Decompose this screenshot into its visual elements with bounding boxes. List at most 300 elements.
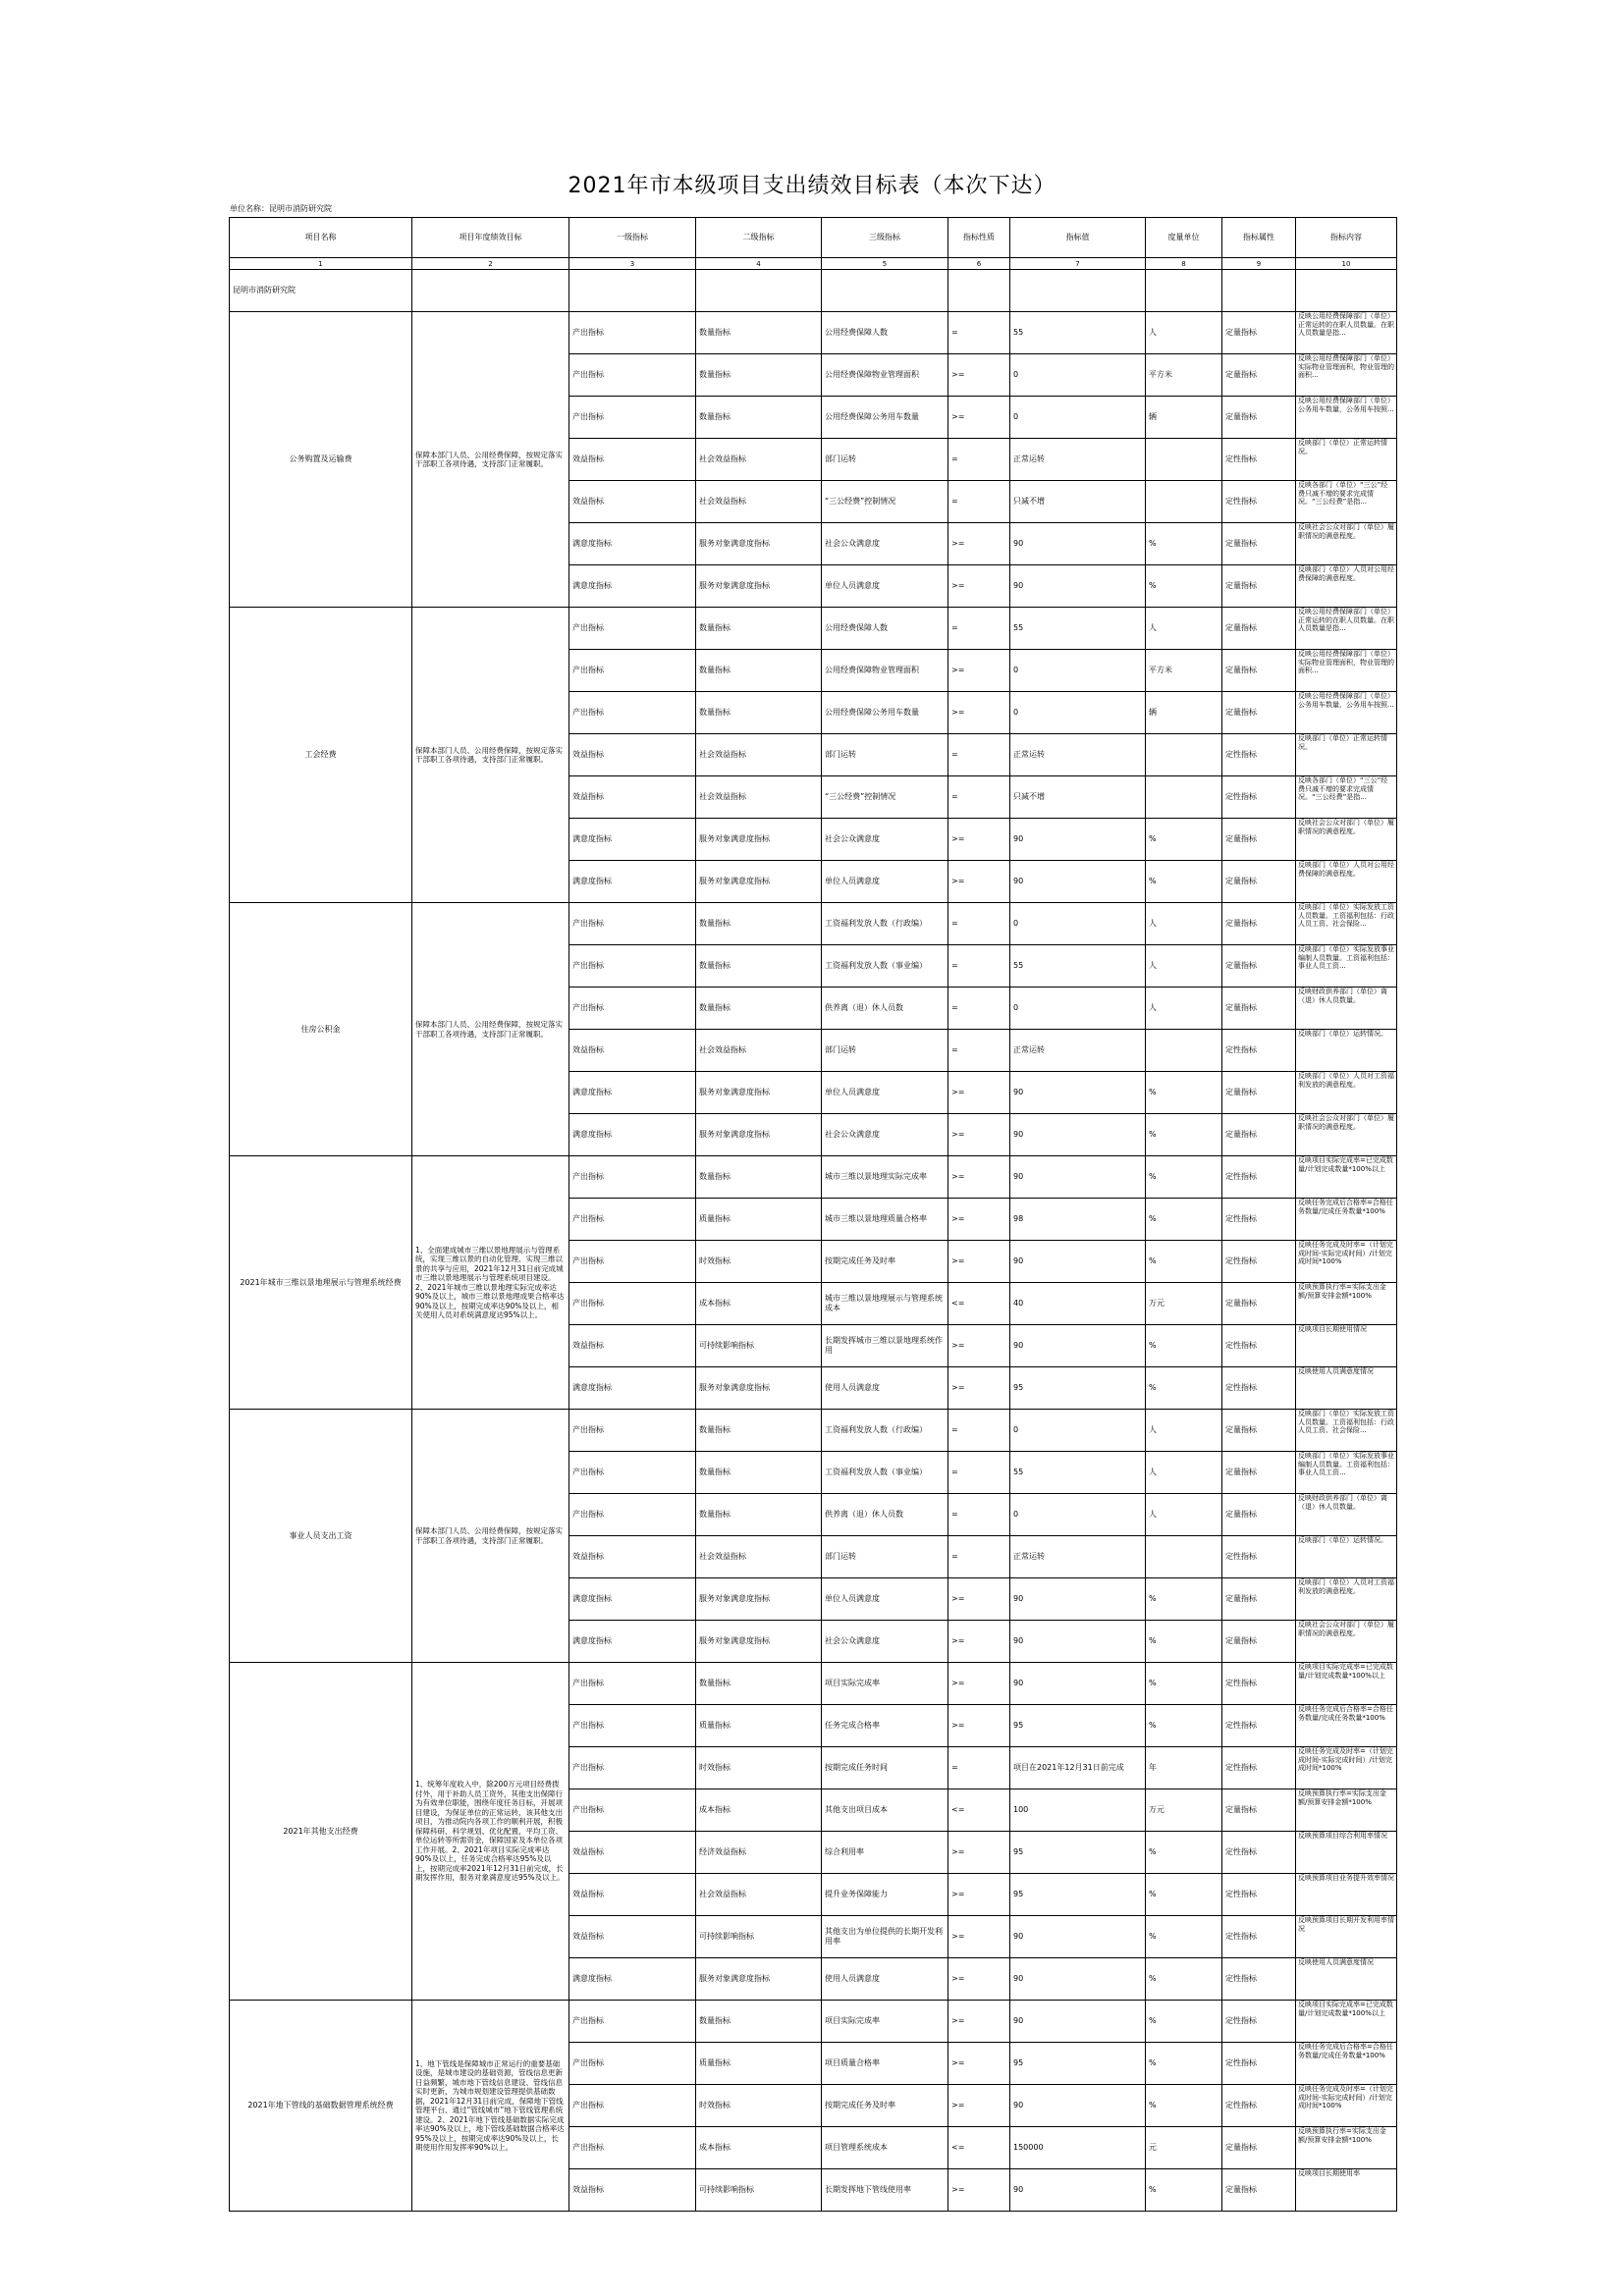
indicator-level1: 效益指标: [569, 2169, 696, 2212]
column-header: 三级指标: [822, 218, 948, 258]
indicator-nature: >=: [948, 2085, 1010, 2127]
indicator-level1: 满意度指标: [569, 819, 696, 861]
indicator-level2: 可持续影响指标: [696, 1325, 822, 1367]
indicator-unit: 元: [1146, 2127, 1222, 2169]
indicator-level3: 城市三维以景地理实际完成率: [822, 1156, 948, 1199]
indicator-level3: 城市三维以景地理质量合格率: [822, 1199, 948, 1241]
indicator-level2: 数量指标: [696, 1156, 822, 1199]
indicator-content: 反映部门（单位）人员对公用经费保障的满意程度。: [1298, 861, 1394, 878]
indicator-unit: 人: [1146, 1410, 1222, 1452]
indicator-nature: >=: [948, 1832, 1010, 1874]
indicator-level2: 数量指标: [696, 1663, 822, 1705]
table-row: [230, 1410, 1397, 1452]
indicator-content-cell: [1296, 1874, 1397, 1916]
indicator-level2: 可持续影响指标: [696, 2169, 822, 2212]
indicator-level3: 供养离（退）休人员数: [822, 1494, 948, 1536]
indicator-unit: 人: [1146, 1494, 1222, 1536]
indicator-level1: 产出指标: [569, 312, 696, 354]
column-header: 项目年度绩效目标: [412, 218, 569, 258]
indicator-attribute: 定量指标: [1222, 1410, 1296, 1452]
indicator-nature: >=: [948, 2001, 1010, 2043]
indicator-content: 反映项目长期使用情况: [1298, 1325, 1367, 1333]
indicator-value: 0: [1010, 1410, 1146, 1452]
indicator-unit: [1146, 734, 1222, 776]
indicator-level3: 项目实际完成率: [822, 1663, 948, 1705]
indicator-content: 反映公用经费保障部门（单位）公务用车数量，公务用车按照...: [1298, 692, 1394, 709]
indicator-value: 0: [1010, 397, 1146, 439]
indicator-level1: 产出指标: [569, 1283, 696, 1325]
indicator-content: 反映任务完成后合格率=合格任务数量/完成任务数量*100%: [1298, 2043, 1393, 2059]
indicator-content: 反映部门（单位）人员对工资福利发放的满意程度。: [1298, 1072, 1394, 1089]
indicator-content: 反映部门（单位）正常运转情况。: [1298, 734, 1387, 751]
indicator-nature: =: [948, 988, 1010, 1030]
indicator-level3: 单位人员满意度: [822, 861, 948, 903]
indicator-value: 0: [1010, 903, 1146, 945]
indicator-content: 反映部门（单位）运转情况。: [1298, 1536, 1387, 1544]
indicator-nature: >=: [948, 2169, 1010, 2212]
indicator-nature: <=: [948, 2127, 1010, 2169]
indicator-content-cell: [1296, 354, 1397, 397]
indicator-content: 反映各部门（单位）“三公”经费只减不增的要求完成情况。“三公经费”是指...: [1298, 481, 1388, 506]
indicator-value: 90: [1010, 861, 1146, 903]
indicator-value: 90: [1010, 1663, 1146, 1705]
indicator-level3: 工资福利发放人数（行政编）: [822, 903, 948, 945]
indicator-nature: =: [948, 1030, 1010, 1072]
indicator-attribute: 定量指标: [1222, 608, 1296, 650]
indicator-value: 90: [1010, 2169, 1146, 2212]
indicator-level1: 产出指标: [569, 1452, 696, 1494]
indicator-level3: 城市三维以景地理展示与管理系统成本: [822, 1283, 948, 1325]
indicator-content: 反映项目实际完成率=已完成数量/计划完成数量*100%以上: [1298, 1663, 1393, 1680]
indicator-level2: 成本指标: [696, 1789, 822, 1832]
indicator-level1: 效益指标: [569, 481, 696, 523]
column-number: 6: [948, 258, 1010, 270]
indicator-content-cell: [1296, 1832, 1397, 1874]
indicator-content-cell: [1296, 1410, 1397, 1452]
indicator-attribute: 定量指标: [1222, 565, 1296, 608]
indicator-nature: >=: [948, 1367, 1010, 1410]
indicator-unit: %: [1146, 2085, 1222, 2127]
indicator-content-cell: [1296, 819, 1397, 861]
indicator-level3: 单位人员满意度: [822, 1072, 948, 1114]
indicator-level3: 长期发挥城市三维以景地理系统作用: [822, 1325, 948, 1367]
indicator-unit: %: [1146, 1114, 1222, 1156]
indicator-value: 90: [1010, 1241, 1146, 1283]
indicator-content: 反映预算执行率=实际支出金额/预算安排金额*100%: [1298, 2127, 1386, 2144]
indicator-content: 反映部门（单位）实际发放事业编制人员数量。工资福利包括：事业人员工资...: [1298, 945, 1394, 970]
indicator-attribute: 定量指标: [1222, 2169, 1296, 2212]
indicator-content: 反映财政供养部门（单位）离（退）休人员数量。: [1298, 1494, 1387, 1511]
indicator-value: 正常运转: [1010, 734, 1146, 776]
indicator-level1: 效益指标: [569, 1916, 696, 1958]
column-number: 3: [569, 258, 696, 270]
column-number: 4: [696, 258, 822, 270]
indicator-nature: >=: [948, 1114, 1010, 1156]
indicator-level3: 社会公众满意度: [822, 819, 948, 861]
indicator-level3: 任务完成合格率: [822, 1705, 948, 1747]
indicator-level3: 使用人员满意度: [822, 1958, 948, 2001]
project-goal: 保障本部门人员、公用经费保障，按规定落实干部职工各项待遇，支持部门正常履职。: [412, 608, 569, 903]
indicator-nature: >=: [948, 1156, 1010, 1199]
column-number: 8: [1146, 258, 1222, 270]
indicator-attribute: 定量指标: [1222, 354, 1296, 397]
indicator-content: 反映各部门（单位）“三公”经费只减不增的要求完成情况。“三公经费”是指...: [1298, 776, 1388, 801]
indicator-content-cell: [1296, 565, 1397, 608]
indicator-nature: =: [948, 481, 1010, 523]
column-header: 度量单位: [1146, 218, 1222, 258]
indicator-unit: 万元: [1146, 1283, 1222, 1325]
indicator-level3: 工资福利发放人数（行政编）: [822, 1410, 948, 1452]
indicator-level3: 项目质量合格率: [822, 2043, 948, 2085]
indicator-attribute: 定量指标: [1222, 1494, 1296, 1536]
indicator-attribute: 定量指标: [1222, 1114, 1296, 1156]
column-header: 指标性质: [948, 218, 1010, 258]
indicator-unit: [1146, 1030, 1222, 1072]
indicator-value: 98: [1010, 1199, 1146, 1241]
indicator-content-cell: [1296, 1663, 1397, 1705]
indicator-level1: 满意度指标: [569, 1072, 696, 1114]
indicator-unit: 万元: [1146, 1789, 1222, 1832]
indicator-nature: >=: [948, 692, 1010, 734]
indicator-value: 150000: [1010, 2127, 1146, 2169]
indicator-attribute: 定量指标: [1222, 861, 1296, 903]
indicator-level3: “三公经费”控制情况: [822, 481, 948, 523]
indicator-level3: “三公经费”控制情况: [822, 776, 948, 819]
indicator-content-cell: [1296, 481, 1397, 523]
indicator-level1: 产出指标: [569, 2001, 696, 2043]
performance-target-table: [229, 217, 1397, 2212]
indicator-value: 0: [1010, 354, 1146, 397]
indicator-attribute: 定性指标: [1222, 1156, 1296, 1199]
indicator-nature: >=: [948, 1874, 1010, 1916]
column-number: 1: [230, 258, 412, 270]
indicator-level3: 综合利用率: [822, 1832, 948, 1874]
indicator-nature: >=: [948, 1072, 1010, 1114]
indicator-level3: 项目管理系统成本: [822, 2127, 948, 2169]
indicator-nature: >=: [948, 565, 1010, 608]
indicator-unit: %: [1146, 1578, 1222, 1621]
indicator-attribute: 定量指标: [1222, 312, 1296, 354]
indicator-unit: %: [1146, 1663, 1222, 1705]
indicator-unit: %: [1146, 1156, 1222, 1199]
project-name: 住房公积金: [230, 903, 412, 1156]
indicator-content: 反映部门（单位）实际发放工资人员数量。工资福利包括：行政人员工资、社会保险...: [1298, 903, 1394, 928]
indicator-attribute: 定量指标: [1222, 397, 1296, 439]
indicator-unit: 人: [1146, 988, 1222, 1030]
table-row: [230, 1156, 1397, 1199]
indicator-value: 90: [1010, 1621, 1146, 1663]
indicator-nature: >=: [948, 1325, 1010, 1367]
indicator-nature: <=: [948, 1283, 1010, 1325]
table-row: [230, 312, 1397, 354]
indicator-nature: <=: [948, 1789, 1010, 1832]
indicator-level1: 效益指标: [569, 1536, 696, 1578]
indicator-unit: [1146, 1536, 1222, 1578]
indicator-level1: 产出指标: [569, 1410, 696, 1452]
indicator-content: 反映使用人员满意度情况: [1298, 1958, 1374, 1966]
indicator-unit: [1146, 481, 1222, 523]
indicator-content: 反映预算项目业务提升效率情况: [1298, 1874, 1394, 1882]
indicator-attribute: 定量指标: [1222, 1789, 1296, 1832]
indicator-nature: =: [948, 608, 1010, 650]
indicator-unit: 人: [1146, 945, 1222, 988]
indicator-content-cell: [1296, 1325, 1397, 1367]
indicator-level1: 产出指标: [569, 354, 696, 397]
indicator-attribute: 定量指标: [1222, 1072, 1296, 1114]
indicator-level2: 数量指标: [696, 945, 822, 988]
indicator-level3: 工资福利发放人数（事业编）: [822, 945, 948, 988]
indicator-nature: >=: [948, 2043, 1010, 2085]
indicator-value: 90: [1010, 1578, 1146, 1621]
indicator-attribute: 定性指标: [1222, 2001, 1296, 2043]
indicator-level2: 数量指标: [696, 608, 822, 650]
indicator-value: 只减不增: [1010, 776, 1146, 819]
indicator-level2: 服务对象满意度指标: [696, 861, 822, 903]
indicator-unit: [1146, 776, 1222, 819]
indicator-attribute: 定量指标: [1222, 1452, 1296, 1494]
indicator-content: 反映预算执行率=实际支出金额/预算安排金额*100%: [1298, 1283, 1386, 1300]
indicator-content-cell: [1296, 523, 1397, 565]
indicator-content-cell: [1296, 1283, 1397, 1325]
project-goal: 保障本部门人员、公用经费保障，按规定落实干部职工各项待遇，支持部门正常履职。: [412, 312, 569, 608]
indicator-level1: 产出指标: [569, 397, 696, 439]
indicator-nature: =: [948, 903, 1010, 945]
indicator-content: 反映部门（单位）正常运转情况。: [1298, 439, 1387, 455]
project-goal: 1、地下管线是保障城市正常运行的重要基础设施，是城市建设的基础资源，管线信息更新日益频繁，城市地下管线信息建设、管线信息实时更新，为城市规划建设管理提供基础数据，2021年12月31日前完成，保障地下管线管理平台、通过“管线城市”地下管线管理系统建设。2、2021年地下管线基础数据实际完成率达90%及以上，地下管线基础数据合格率达95%及以上，按期完成率达90%及以上，长期使用作用发挥率90%以上。: [412, 2001, 569, 2212]
indicator-value: 95: [1010, 1367, 1146, 1410]
indicator-nature: >=: [948, 1916, 1010, 1958]
indicator-content-cell: [1296, 1578, 1397, 1621]
indicator-level3: 部门运转: [822, 1030, 948, 1072]
indicator-attribute: 定量指标: [1222, 903, 1296, 945]
indicator-value: 55: [1010, 1452, 1146, 1494]
indicator-nature: =: [948, 945, 1010, 988]
indicator-content-cell: [1296, 1114, 1397, 1156]
indicator-nature: =: [948, 1536, 1010, 1578]
indicator-level1: 满意度指标: [569, 523, 696, 565]
indicator-unit: %: [1146, 1705, 1222, 1747]
table-row: [230, 903, 1397, 945]
indicator-level1: 效益指标: [569, 1832, 696, 1874]
indicator-unit: %: [1146, 1958, 1222, 2001]
header-row: [230, 218, 1397, 258]
indicator-level3: 其他支出为单位提供的长期开发利用率: [822, 1916, 948, 1958]
indicator-nature: >=: [948, 819, 1010, 861]
indicator-level1: 产出指标: [569, 1747, 696, 1789]
indicator-content: 反映预算项目综合利用率情况: [1298, 1832, 1387, 1840]
indicator-level1: 产出指标: [569, 1156, 696, 1199]
indicator-content: 反映任务完成及时率=（计划完成时间-实际完成时间）/计划完成时间*100%: [1298, 2085, 1393, 2109]
indicator-level1: 产出指标: [569, 903, 696, 945]
indicator-level3: 社会公众满意度: [822, 1621, 948, 1663]
indicator-level2: 社会效益指标: [696, 1874, 822, 1916]
indicator-content-cell: [1296, 1452, 1397, 1494]
indicator-content-cell: [1296, 2127, 1397, 2169]
indicator-nature: >=: [948, 1958, 1010, 2001]
indicator-value: 90: [1010, 1072, 1146, 1114]
indicator-content: 反映公用经费保障部门（单位）实际物业管理面积，物业管理的面积...: [1298, 650, 1394, 674]
indicator-nature: =: [948, 1747, 1010, 1789]
indicator-level3: 社会公众满意度: [822, 523, 948, 565]
indicator-level1: 产出指标: [569, 608, 696, 650]
indicator-level2: 数量指标: [696, 2001, 822, 2043]
indicator-content: 反映部门（单位）运转情况。: [1298, 1030, 1387, 1038]
indicator-value: 55: [1010, 608, 1146, 650]
indicator-nature: =: [948, 312, 1010, 354]
indicator-value: 只减不增: [1010, 481, 1146, 523]
indicator-level1: 产出指标: [569, 1663, 696, 1705]
indicator-level1: 产出指标: [569, 945, 696, 988]
indicator-level2: 经济效益指标: [696, 1832, 822, 1874]
indicator-content: 反映社会公众对部门（单位）履职情况的满意程度。: [1298, 1621, 1394, 1637]
indicator-level1: 效益指标: [569, 734, 696, 776]
indicator-attribute: 定量指标: [1222, 819, 1296, 861]
indicator-value: 95: [1010, 1832, 1146, 1874]
indicator-level3: 公用经费保障物业管理面积: [822, 354, 948, 397]
column-header: 一级指标: [569, 218, 696, 258]
unit-row: [230, 270, 1397, 312]
indicator-content-cell: [1296, 1621, 1397, 1663]
indicator-level1: 产出指标: [569, 1705, 696, 1747]
indicator-level1: 产出指标: [569, 692, 696, 734]
indicator-value: 90: [1010, 1325, 1146, 1367]
indicator-unit: %: [1146, 861, 1222, 903]
indicator-level3: 社会公众满意度: [822, 1114, 948, 1156]
indicator-level1: 产出指标: [569, 988, 696, 1030]
indicator-attribute: 定性指标: [1222, 734, 1296, 776]
indicator-value: 0: [1010, 650, 1146, 692]
indicator-content-cell: [1296, 1789, 1397, 1832]
indicator-level1: 产出指标: [569, 1199, 696, 1241]
indicator-level3: 其他支出项目成本: [822, 1789, 948, 1832]
indicator-level2: 社会效益指标: [696, 481, 822, 523]
indicator-value: 项目在2021年12月31日前完成: [1010, 1747, 1146, 1789]
indicator-unit: 人: [1146, 1452, 1222, 1494]
indicator-unit: 人: [1146, 608, 1222, 650]
page-title: 2021年市本级项目支出绩效目标表（本次下达）: [568, 174, 1056, 198]
indicator-level1: 满意度指标: [569, 861, 696, 903]
indicator-level2: 数量指标: [696, 988, 822, 1030]
column-header: 指标属性: [1222, 218, 1296, 258]
indicator-level1: 产出指标: [569, 1494, 696, 1536]
indicator-value: 95: [1010, 1874, 1146, 1916]
indicator-value: 90: [1010, 565, 1146, 608]
indicator-value: 90: [1010, 2001, 1146, 2043]
indicator-level2: 数量指标: [696, 692, 822, 734]
unit-name-cell: 昆明市消防研究院: [230, 270, 412, 312]
indicator-level2: 服务对象满意度指标: [696, 1958, 822, 2001]
indicator-attribute: 定性指标: [1222, 481, 1296, 523]
indicator-attribute: 定量指标: [1222, 988, 1296, 1030]
indicator-content-cell: [1296, 1156, 1397, 1199]
indicator-content-cell: [1296, 2043, 1397, 2085]
indicator-nature: >=: [948, 1578, 1010, 1621]
indicator-level1: 满意度指标: [569, 1114, 696, 1156]
indicator-content-cell: [1296, 1494, 1397, 1536]
indicator-content-cell: [1296, 608, 1397, 650]
indicator-level3: 按期完成任务及时率: [822, 2085, 948, 2127]
table-row: [230, 1663, 1397, 1705]
indicator-content-cell: [1296, 1367, 1397, 1410]
indicator-level2: 数量指标: [696, 1494, 822, 1536]
indicator-nature: =: [948, 1494, 1010, 1536]
indicator-content: 反映社会公众对部门（单位）履职情况的满意程度。: [1298, 523, 1394, 540]
indicator-value: 95: [1010, 1705, 1146, 1747]
indicator-nature: =: [948, 439, 1010, 481]
table-row: [230, 2001, 1397, 2043]
indicator-nature: =: [948, 734, 1010, 776]
indicator-value: 40: [1010, 1283, 1146, 1325]
indicator-attribute: 定性指标: [1222, 1874, 1296, 1916]
indicator-level3: 单位人员满意度: [822, 1578, 948, 1621]
indicator-unit: [1146, 439, 1222, 481]
indicator-attribute: 定性指标: [1222, 2043, 1296, 2085]
indicator-level3: 部门运转: [822, 1536, 948, 1578]
indicator-content-cell: [1296, 945, 1397, 988]
indicator-attribute: 定量指标: [1222, 650, 1296, 692]
indicator-attribute: 定性指标: [1222, 439, 1296, 481]
indicator-attribute: 定量指标: [1222, 692, 1296, 734]
indicator-unit: %: [1146, 1325, 1222, 1367]
indicator-nature: >=: [948, 1621, 1010, 1663]
indicator-level2: 成本指标: [696, 2127, 822, 2169]
indicator-level3: 公用经费保障公务用车数量: [822, 397, 948, 439]
indicator-value: 55: [1010, 945, 1146, 988]
indicator-level2: 质量指标: [696, 2043, 822, 2085]
indicator-content: 反映任务完成后合格率=合格任务数量/完成任务数量*100%: [1298, 1199, 1393, 1215]
indicator-value: 90: [1010, 523, 1146, 565]
column-header: 指标值: [1010, 218, 1146, 258]
indicator-level2: 数量指标: [696, 312, 822, 354]
indicator-level2: 时效指标: [696, 1241, 822, 1283]
indicator-level3: 部门运转: [822, 439, 948, 481]
indicator-content-cell: [1296, 1030, 1397, 1072]
indicator-unit: 人: [1146, 903, 1222, 945]
column-number: 7: [1010, 258, 1146, 270]
indicator-level1: 满意度指标: [569, 1367, 696, 1410]
indicator-nature: >=: [948, 1199, 1010, 1241]
indicator-content-cell: [1296, 650, 1397, 692]
indicator-nature: =: [948, 776, 1010, 819]
indicator-value: 正常运转: [1010, 439, 1146, 481]
unit-label: 单位名称：昆明市消防研究院: [230, 204, 332, 213]
indicator-level3: 按期完成任务及时率: [822, 1241, 948, 1283]
indicator-attribute: 定性指标: [1222, 2085, 1296, 2127]
column-number: 2: [412, 258, 569, 270]
indicator-content-cell: [1296, 903, 1397, 945]
indicator-attribute: 定性指标: [1222, 1367, 1296, 1410]
indicator-nature: >=: [948, 1241, 1010, 1283]
indicator-unit: 辆: [1146, 397, 1222, 439]
project-goal: 保障本部门人员、公用经费保障，按规定落实干部职工各项待遇，支持部门正常履职。: [412, 903, 569, 1156]
indicator-level3: 单位人员满意度: [822, 565, 948, 608]
indicator-unit: 平方米: [1146, 354, 1222, 397]
indicator-level2: 数量指标: [696, 1452, 822, 1494]
indicator-level1: 产出指标: [569, 1789, 696, 1832]
indicator-attribute: 定量指标: [1222, 1578, 1296, 1621]
table-row: [230, 608, 1397, 650]
indicator-nature: =: [948, 1452, 1010, 1494]
indicator-level3: 部门运转: [822, 734, 948, 776]
indicator-attribute: 定性指标: [1222, 1916, 1296, 1958]
indicator-unit: 辆: [1146, 692, 1222, 734]
indicator-unit: 人: [1146, 312, 1222, 354]
indicator-content-cell: [1296, 861, 1397, 903]
indicator-unit: %: [1146, 1832, 1222, 1874]
indicator-attribute: 定性指标: [1222, 1325, 1296, 1367]
indicator-attribute: 定量指标: [1222, 2127, 1296, 2169]
indicator-level1: 产出指标: [569, 1241, 696, 1283]
